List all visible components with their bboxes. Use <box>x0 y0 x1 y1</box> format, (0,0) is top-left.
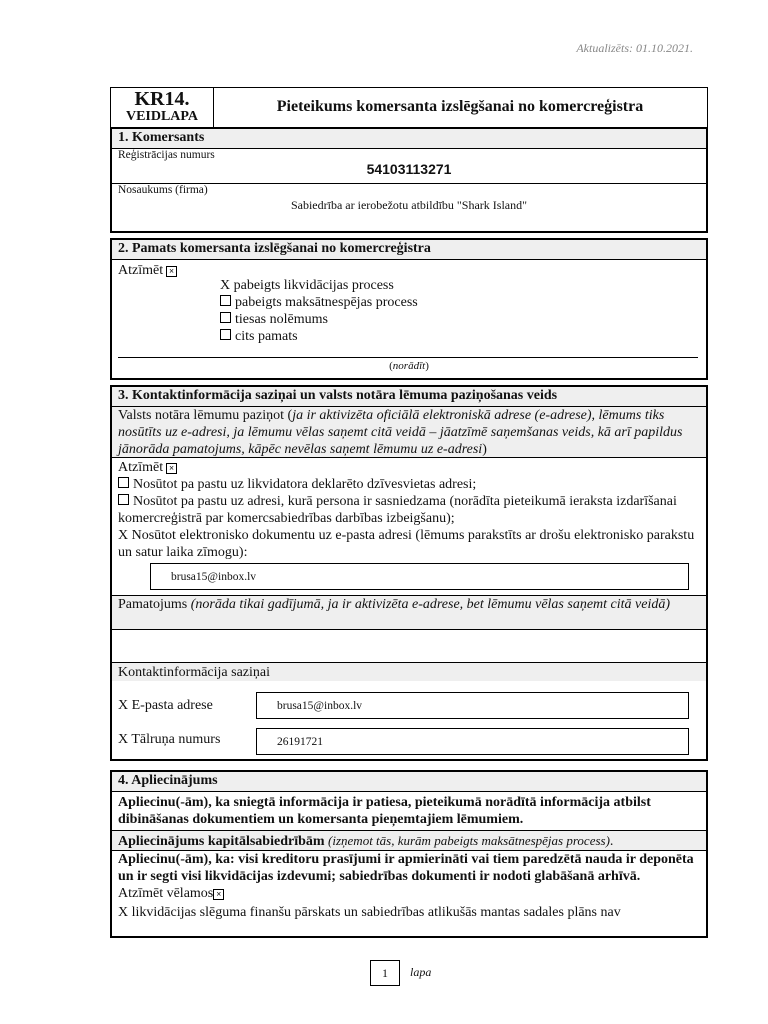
company-name[interactable]: Sabiedrība ar ierobežotu atbildību "Shark Island" <box>290 198 528 212</box>
section-title: 1. Komersants <box>112 129 706 148</box>
section-komersants <box>110 127 708 233</box>
section-title: 2. Pamats komersanta izslēgšanai no komercreģistra <box>112 240 706 259</box>
page-number: 1 <box>370 960 400 986</box>
option-post-liquidator[interactable]: Nosūtot pa pastu uz likvidatora deklarēto dzīvesvietas adresi; <box>118 476 700 493</box>
phone-field[interactable]: 26191721 <box>256 728 689 755</box>
updated-date: Aktualizēts: 01.10.2021. <box>576 41 693 55</box>
section-pamats: 2. Pamats komersanta izslēgšanai no komercreģistra Atzīmēt × X pabeigts likvidācijas process pabeigts maksātnespējas process tiesas nolēmums cits pamats (norādīt) <box>110 238 708 380</box>
contact-title: Kontaktinformācija saziņai <box>112 662 706 681</box>
intro-note: ja ir aktivizēta oficiālā elektroniskā adrese (e-adrese), lēmums tiks nosūtīts uz e-adresi, ja lēmumu vēlas saņemt citā veidā – jāatzīmē saņemšanas veids, kā arī papildus jānorāda pamatojums, kāpēc nevēlas saņemt lēmumu uz e-adresi <box>118 408 683 457</box>
phone-label: X Tālruņa numurs <box>118 732 221 747</box>
reg-number[interactable]: 54103113271 <box>366 161 452 177</box>
option-report[interactable]: X likvidācijas slēguma finanšu pārskats un sabiedrības atlikušās mantas sadales plāns nav <box>118 905 621 920</box>
email-field[interactable]: brusa15@inbox.lv <box>150 563 689 590</box>
declaration-text: Apliecinu(-ām), ka sniegtā informācija ir patiesa, pieteikumā norādītā informācija atbilst dibināšanas dokumentiem un komersanta pieņemtajiem lēmumiem. <box>112 791 706 830</box>
mark-label: Atzīmēt <box>118 460 164 475</box>
form-code: KR14. <box>134 88 190 110</box>
reason-field[interactable] <box>112 629 706 662</box>
name-label: Nosaukums (firma) <box>118 184 208 196</box>
section-title: 4. Apliecinājums <box>112 772 706 791</box>
checked-box-icon: × <box>213 889 224 900</box>
checkbox-icon <box>220 295 231 306</box>
checkbox-icon <box>220 329 231 340</box>
reg-label: Reģistrācijas numurs <box>118 149 215 161</box>
option-liquidation[interactable]: X pabeigts likvidācijas process <box>220 278 394 293</box>
reason-label: Pamatojums <box>118 597 188 612</box>
form-label: VEIDLAPA <box>125 109 199 124</box>
checked-box-icon: × <box>166 266 177 277</box>
checkbox-icon <box>118 477 129 488</box>
checkbox-icon <box>220 312 231 323</box>
section-kontakti: 3. Kontaktinformācija saziņai un valsts notāra lēmuma paziņošanas veids Valsts notāra lēmumu paziņot (ja ir aktivizēta oficiālā elektroniskā adrese (e-adrese), lēmums tiks nosūtīts uz e-adresi, ja lēmumu vēlas saņemt citā veidā – jāatzīmē saņemšanas veids, kā arī papildus jānorāda pamatojums, kāpēc nevēlas saņemt lēmumu uz e-adresi) Atzīmēt × Nosūtot pa pastu uz likvidatora deklarēto dzīvesvietas adresi; Nosūtot pa pastu uz adresi, kurā persona ir sasniedzama (norādīta pieteikumā ieraksta izdarīšanai komercreģistrā par komercsabiedrības darbības izbeigšanu); X Nosūtot elektronisko dokumentu uz e-pasta adresi (lēmums parakstīts ar drošu elektronisko parakstu un satur laika zīmogu): brusa15@inbox.lv Pamatojums (norāda tikai gadījumā, ja ir aktivizēta e-adrese, bet lēmumu vēlas saņemt citā veidā) Kontaktinformācija saziņai X E-pasta adrese brusa15@inbox.lv X Tālruņa numurs 26191721 <box>110 385 708 761</box>
page-label: lapa <box>410 965 432 979</box>
option-court[interactable]: tiesas nolēmums <box>220 311 418 328</box>
capital-declaration: Apliecinu(-ām), ka: visi kreditoru prasījumi ir apmierināti vai tiem paredzētā nauda ir deponēta un ir segti visi likvidācijas izdevumi; sabiedrības dokumenti ir nodoti glabāšanā arhīvā. <box>118 852 694 884</box>
section-title: 3. Kontaktinformācija saziņai un valsts notāra lēmuma paziņošanas veids <box>112 387 706 406</box>
mark-label: Atzīmēt <box>118 263 164 278</box>
option-insolvency[interactable]: pabeigts maksātnespējas process <box>220 294 418 311</box>
form-header <box>110 87 708 129</box>
option-other[interactable]: cits pamats <box>220 328 418 345</box>
checked-box-icon: × <box>166 463 177 474</box>
option-post-address[interactable]: Nosūtot pa pastu uz adresi, kurā persona ir sasniedzama (norādīta pieteikumā ieraksta izdarīšanai komercreģistrā par komercsabiedrības darbības izbeigšanu); <box>118 494 677 526</box>
section-apliecinajums: 4. Apliecinājums Apliecinu(-ām), ka sniegtā informācija ir patiesa, pieteikumā norādītā informācija atbilst dibināšanas dokumentiem un komersanta pieņemtajiem lēmumiem. Apliecinājums kapitālsabiedrībām (izņemot tās, kurām pabeigts maksātnespējas process). Apliecinu(-ām), ka: visi kreditoru prasījumi ir apmierināti vai tiem paredzētā nauda ir deponēta un ir segti visi likvidācijas izdevumi; sabiedrības dokumenti ir nodoti glabāšanā arhīvā. Atzīmēt vēlamos × X likvidācijas slēguma finanšu pārskats un sabiedrības atlikušās mantas sadales plāns nav <box>110 770 708 938</box>
email-label: X E-pasta adrese <box>118 698 213 713</box>
option-email[interactable]: X Nosūtot elektronisko dokumentu uz e-pasta adresi (lēmums parakstīts ar drošu elektronisko parakstu un satur laika zīmogu): <box>118 528 695 560</box>
contact-email-field[interactable]: brusa15@inbox.lv <box>256 692 689 719</box>
divider <box>118 357 698 358</box>
page-title: Pieteikums komersanta izslēgšanai no komercreģistra <box>276 98 644 115</box>
note-label: norādīt <box>392 360 426 372</box>
checkbox-icon <box>118 494 129 505</box>
